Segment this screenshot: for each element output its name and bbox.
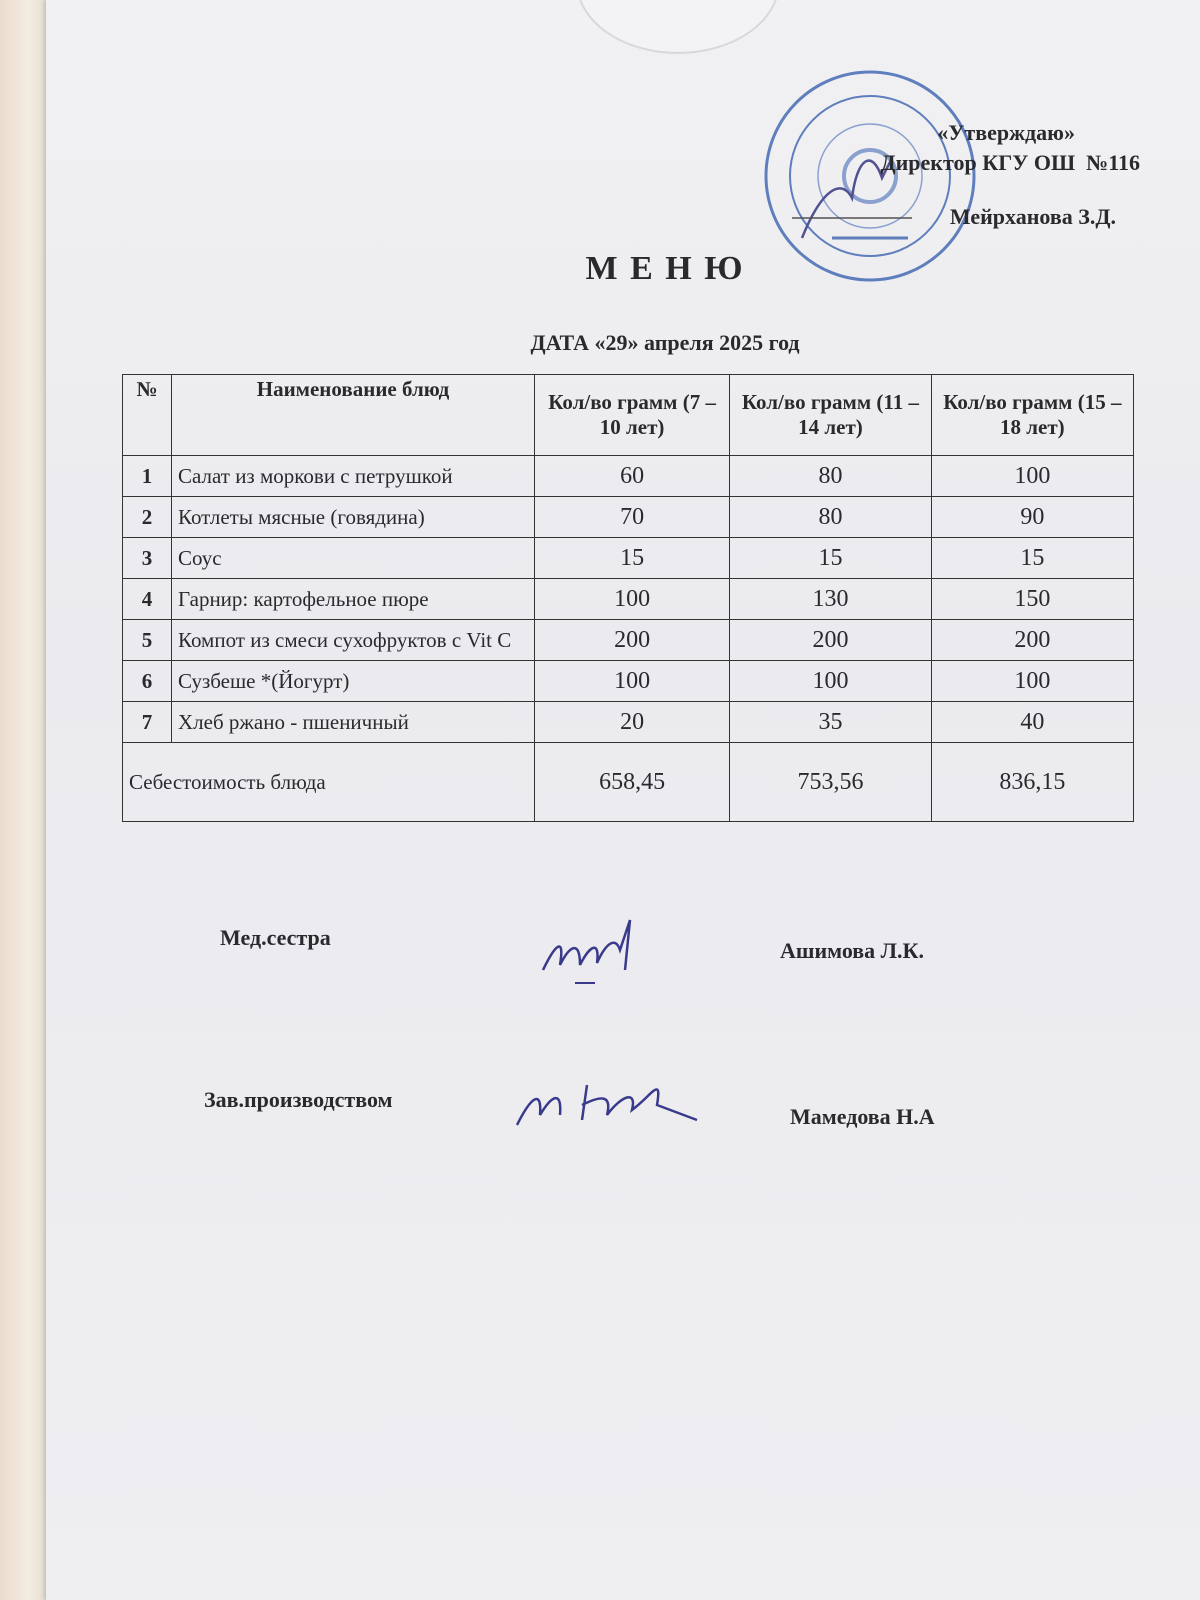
dish-name: Сузбеше *(Йогурт): [172, 661, 535, 702]
approval-director-name: Мейрханова З.Д.: [949, 204, 1116, 229]
table-row: [123, 702, 1134, 743]
cost-7-10: 658,45: [535, 743, 730, 822]
table-row: [123, 579, 1134, 620]
production-head-role: Зав.производством: [204, 1087, 393, 1112]
header-grams-11-14: Кол/во грамм (11 – 14 лет): [730, 375, 932, 456]
grams-7-10: 20: [535, 702, 730, 743]
row-number: 1: [123, 456, 172, 497]
header-dish-name: Наименование блюд: [172, 375, 535, 456]
approval-heading: «Утверждаю»: [937, 120, 1075, 145]
background-edge: [0, 0, 48, 1600]
cost-label: Себестоимость блюда: [123, 743, 535, 822]
grams-7-10: 70: [535, 497, 730, 538]
grams-15-18: 90: [931, 497, 1133, 538]
header-grams-7-10: Кол/во грамм (7 – 10 лет): [535, 375, 730, 456]
grams-7-10: 60: [535, 456, 730, 497]
dish-name: Компот из смеси сухофруктов с Vit C: [172, 620, 535, 661]
cost-15-18: 836,15: [931, 743, 1133, 822]
dish-name: Соус: [172, 538, 535, 579]
dish-name: Салат из моркови с петрушкой: [172, 456, 535, 497]
grams-15-18: 200: [931, 620, 1133, 661]
grams-15-18: 100: [931, 456, 1133, 497]
grams-11-14: 80: [730, 497, 932, 538]
dish-name: Гарнир: картофельное пюре: [172, 579, 535, 620]
production-head-name: Мамедова Н.А: [790, 1104, 935, 1129]
row-number: 2: [123, 497, 172, 538]
table-row: [123, 456, 1134, 497]
production-head-signature: [512, 1065, 702, 1135]
grams-15-18: 15: [931, 538, 1133, 579]
row-number: 4: [123, 579, 172, 620]
header-number: №: [123, 375, 172, 456]
row-number: 7: [123, 702, 172, 743]
row-number: 5: [123, 620, 172, 661]
grams-7-10: 100: [535, 579, 730, 620]
nurse-role: Мед.сестра: [220, 925, 331, 950]
row-number: 6: [123, 661, 172, 702]
grams-11-14: 130: [730, 579, 932, 620]
table-row: [123, 497, 1134, 538]
cost-11-14: 753,56: [730, 743, 932, 822]
grams-11-14: 200: [730, 620, 932, 661]
dish-name: Котлеты мясные (говядина): [172, 497, 535, 538]
grams-7-10: 15: [535, 538, 730, 579]
folder-notch: [576, 0, 780, 54]
menu-date: ДАТА «29» апреля 2025 год: [530, 330, 800, 355]
grams-11-14: 35: [730, 702, 932, 743]
table-row: [123, 538, 1134, 579]
table-header-row: [123, 375, 1134, 456]
grams-11-14: 100: [730, 661, 932, 702]
grams-7-10: 200: [535, 620, 730, 661]
approval-position: Директор КГУ ОШ №116: [880, 150, 1140, 175]
table-row: [123, 620, 1134, 661]
approval-block: [881, 118, 1141, 232]
grams-11-14: 80: [730, 456, 932, 497]
table-row: [123, 661, 1134, 702]
grams-15-18: 150: [931, 579, 1133, 620]
nurse-signature: [535, 915, 655, 995]
dish-name: Хлеб ржано - пшеничный: [172, 702, 535, 743]
grams-11-14: 15: [730, 538, 932, 579]
cost-row: [123, 743, 1134, 822]
menu-table: [122, 374, 1134, 822]
grams-15-18: 100: [931, 661, 1133, 702]
row-number: 3: [123, 538, 172, 579]
nurse-name: Ашимова Л.К.: [780, 938, 925, 963]
grams-15-18: 40: [931, 702, 1133, 743]
grams-7-10: 100: [535, 661, 730, 702]
header-grams-15-18: Кол/во грамм (15 – 18 лет): [931, 375, 1133, 456]
page-title: М Е Н Ю: [585, 250, 745, 287]
